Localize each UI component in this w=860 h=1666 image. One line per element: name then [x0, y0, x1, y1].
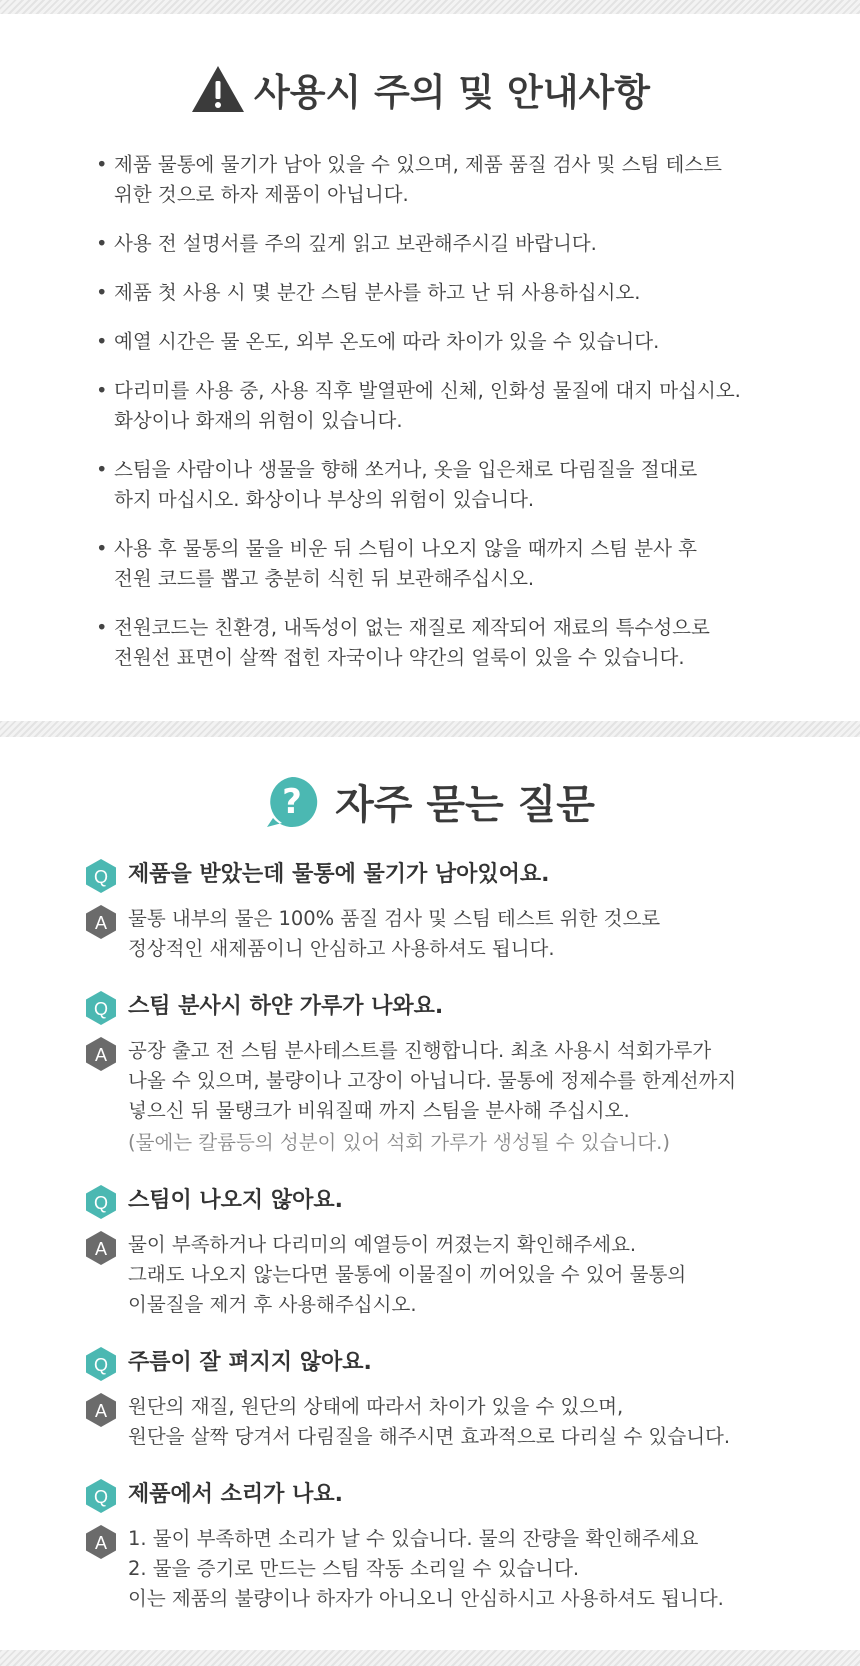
faq-answer-line: 이는 제품의 불량이나 하자가 아니오니 안심하시고 사용하셔도 됩니다.: [128, 1587, 724, 1610]
caution-item: [96, 455, 796, 515]
caution-item: [96, 229, 796, 259]
faq-item: [84, 1478, 804, 1614]
faq-answer-row: [84, 1524, 804, 1614]
svg-text:A: A: [94, 1239, 108, 1259]
svg-text:Q: Q: [93, 999, 109, 1019]
answer-badge-icon: [84, 904, 118, 940]
caution-list: [96, 150, 796, 673]
caution-line: • 제품 물통에 물기가 남아 있을 수 있으며, 제품 품질 검사 및 스팀 테스트: [114, 153, 723, 176]
faq-answer-line: 물통 내부의 물은 100% 품질 검사 및 스팀 테스트 위한 것으로: [128, 907, 661, 930]
faq-answer-line: 정상적인 새제품이니 안심하고 사용하셔도 됩니다.: [128, 937, 555, 960]
caution-line: • 다리미를 사용 중, 사용 직후 발열판에 신체, 인화성 물질에 대지 마십시오.: [114, 379, 741, 402]
question-badge-icon: [84, 1346, 118, 1382]
faq-question: 스팀 분사시 하얀 가루가 나와요.: [128, 994, 444, 1019]
svg-text:?: ?: [282, 781, 303, 822]
caution-item: [96, 376, 796, 436]
answer-badge-icon: [84, 1230, 118, 1266]
svg-text:A: A: [94, 913, 108, 933]
svg-text:A: A: [94, 1401, 108, 1421]
caution-line: 하지 마십시오. 화상이나 부상의 위험이 있습니다.: [114, 488, 535, 511]
faq-answer-line: 이물질을 제거 후 사용해주십시오.: [128, 1293, 417, 1316]
faq-question-row: [84, 1184, 804, 1220]
caution-line: • 전원코드는 친환경, 내독성이 없는 재질로 제작되어 재료의 특수성으로: [114, 616, 710, 639]
caution-item: [96, 613, 796, 673]
faq-answer: [128, 904, 660, 964]
question-circle-icon: [265, 775, 319, 829]
question-badge-icon: [84, 990, 118, 1026]
caution-item: [96, 150, 796, 210]
faq-answer-row: [84, 904, 804, 964]
faq-item: [84, 1346, 804, 1452]
faq-answer-line: 1. 물이 부족하면 소리가 날 수 있습니다. 물의 잔량을 확인해주세요: [128, 1527, 699, 1550]
svg-text:Q: Q: [93, 1355, 109, 1375]
faq-question: 제품에서 소리가 나요.: [128, 1482, 343, 1507]
bottom-divider: [0, 1650, 860, 1666]
answer-badge-icon: [84, 1392, 118, 1428]
caution-title: 사용시 주의 및 안내사항: [253, 71, 651, 114]
svg-text:Q: Q: [93, 1193, 109, 1213]
answer-badge-icon: [84, 1524, 118, 1560]
faq-question-row: [84, 990, 804, 1026]
faq-question: 주름이 잘 펴지지 않아요.: [128, 1350, 372, 1375]
faq-heading: [0, 773, 860, 830]
faq-answer-line: 넣으신 뒤 물탱크가 비워질때 까지 스팀을 분사해 주십시오.: [128, 1099, 630, 1122]
faq-title: 자주 묻는 질문: [335, 782, 595, 828]
svg-text:Q: Q: [93, 1487, 109, 1507]
caution-line: 위한 것으로 하자 제품이 아닙니다.: [114, 183, 409, 206]
faq-question-row: [84, 1478, 804, 1514]
faq-answer-line: 그래도 나오지 않는다면 물통에 이물질이 끼어있을 수 있어 물통의: [128, 1263, 687, 1286]
faq-answer: [128, 1036, 736, 1158]
caution-line: 전원선 표면이 살짝 접힌 자국이나 약간의 얼룩이 있을 수 있습니다.: [114, 646, 685, 669]
faq-answer-line: 공장 출고 전 스팀 분사테스트를 진행합니다. 최초 사용시 석회가루가: [128, 1039, 712, 1062]
faq-answer-note: (물에는 칼륨등의 성분이 있어 석회 가루가 생성될 수 있습니다.): [128, 1131, 670, 1154]
faq-question-row: [84, 1346, 804, 1382]
question-badge-icon: [84, 858, 118, 894]
faq-answer: [128, 1524, 724, 1614]
faq-question: 제품을 받았는데 물통에 물기가 남아있어요.: [128, 862, 550, 887]
faq-item: [84, 1184, 804, 1320]
caution-line: • 제품 첫 사용 시 몇 분간 스팀 분사를 하고 난 뒤 사용하십시오.: [114, 281, 641, 304]
faq-item: [84, 990, 804, 1158]
caution-line: • 예열 시간은 물 온도, 외부 온도에 따라 차이가 있을 수 있습니다.: [114, 330, 660, 353]
svg-text:A: A: [94, 1045, 108, 1065]
caution-line: • 사용 전 설명서를 주의 깊게 읽고 보관해주시길 바랍니다.: [114, 232, 597, 255]
caution-line: • 스팀을 사람이나 생물을 향해 쏘거나, 옷을 입은채로 다림질을 절대로: [114, 458, 698, 481]
caution-line: • 사용 후 물통의 물을 비운 뒤 스팀이 나오지 않을 때까지 스팀 분사 후: [114, 537, 697, 560]
faq-answer-line: 나올 수 있으며, 불량이나 고장이 아닙니다. 물통에 정제수를 한계선까지: [128, 1069, 737, 1092]
warning-triangle-icon: [190, 64, 246, 114]
faq-answer: [128, 1392, 730, 1452]
top-divider: [0, 0, 860, 14]
caution-item: [96, 534, 796, 594]
faq-item: [84, 858, 804, 964]
faq-answer-row: [84, 1230, 804, 1320]
faq-answer: [128, 1230, 686, 1320]
question-badge-icon: [84, 1184, 118, 1220]
caution-item: [96, 327, 796, 357]
faq-question-row: [84, 858, 804, 894]
faq-list: [84, 858, 804, 1614]
caution-line: 화상이나 화재의 위험이 있습니다.: [114, 409, 403, 432]
question-badge-icon: [84, 1478, 118, 1514]
svg-text:Q: Q: [93, 867, 109, 887]
caution-heading: [0, 62, 860, 116]
svg-text:A: A: [94, 1533, 108, 1553]
faq-answer-row: [84, 1036, 804, 1158]
faq-answer-row: [84, 1392, 804, 1452]
faq-answer-line: 물이 부족하거나 다리미의 예열등이 꺼졌는지 확인해주세요.: [128, 1233, 637, 1256]
faq-answer-line: 원단의 재질, 원단의 상태에 따라서 차이가 있을 수 있으며,: [128, 1395, 624, 1418]
faq-answer-line: 원단을 살짝 당겨서 다림질을 해주시면 효과적으로 다리실 수 있습니다.: [128, 1425, 731, 1448]
answer-badge-icon: [84, 1036, 118, 1072]
faq-answer-line: 2. 물을 증기로 만드는 스팀 작동 소리일 수 있습니다.: [128, 1557, 580, 1580]
caution-item: [96, 278, 796, 308]
section-divider: [0, 721, 860, 737]
caution-line: 전원 코드를 뽑고 충분히 식힌 뒤 보관해주십시오.: [114, 567, 535, 590]
faq-question: 스팀이 나오지 않아요.: [128, 1188, 343, 1213]
